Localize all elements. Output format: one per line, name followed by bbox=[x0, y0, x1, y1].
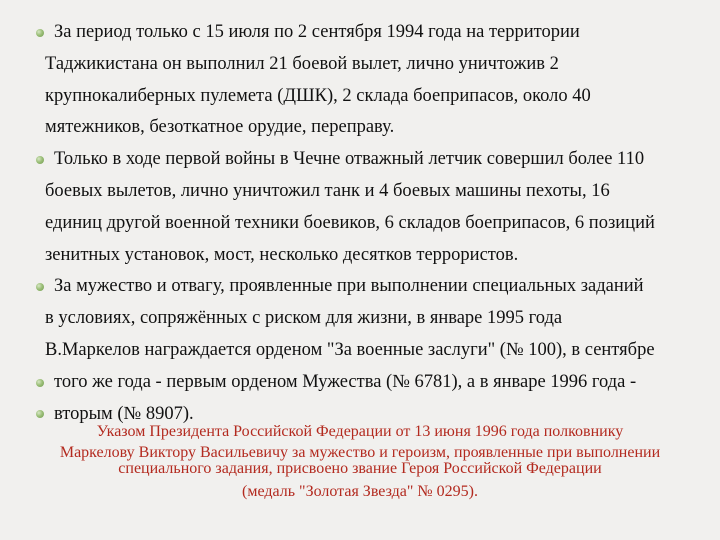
bullet-dot-icon bbox=[36, 410, 44, 418]
paragraph-line: За период только с 15 июля по 2 сентября 1994 года на территории bbox=[54, 22, 580, 42]
paragraph-line: единиц другой военной техники боевиков, 6 складов боеприпасов, 6 позиций bbox=[45, 212, 655, 233]
decree-text bbox=[0, 420, 720, 505]
paragraph-line: зенитных установок, мост, несколько десятков террористов. bbox=[45, 244, 519, 265]
bullet-dot-icon bbox=[36, 156, 44, 164]
paragraph-line: Только в ходе первой войны в Чечне отважный летчик совершил более 110 bbox=[54, 149, 645, 170]
list-item bbox=[40, 367, 715, 399]
decree-line: специального задания, присвоено звание Героя Российской Федерации bbox=[118, 460, 602, 477]
list-item bbox=[40, 17, 715, 49]
paragraph-line: того же года - первым орденом Мужества (№ 6781), а в январе 1996 года - bbox=[54, 371, 637, 392]
paragraph-line: крупнокалиберных пулемета (ДШК), 2 склада боеприпасов, около 40 bbox=[45, 85, 591, 106]
paragraph-line: боевых вылетов, лично уничтожил танк и 4 боевых машины пехоты, 16 bbox=[45, 180, 610, 201]
decree-line: Указом Президента Российской Федерации от 13 июня 1996 года полковнику bbox=[96, 423, 624, 440]
bullet-list bbox=[40, 0, 715, 430]
paragraph-line: в условиях, сопряжённых с риском для жизни, в январе 1995 года bbox=[45, 308, 563, 329]
list-item bbox=[40, 144, 715, 176]
paragraph-line-row bbox=[40, 303, 715, 335]
decree-line: Маркелову Виктору Васильевичу за мужество и героизм, проявленные при выполнении bbox=[59, 444, 661, 461]
paragraph-line-row bbox=[40, 335, 715, 367]
decree-line: (медаль "Золотая Звезда" № 0295). bbox=[242, 483, 478, 500]
bullet-dot-icon bbox=[36, 29, 44, 37]
paragraph-line-row bbox=[40, 208, 715, 240]
paragraph-line: В.Маркелов награждается орденом "За военные заслуги" (№ 100), в сентябре bbox=[45, 339, 655, 360]
paragraph-line-row bbox=[40, 240, 715, 272]
paragraph-line-row bbox=[40, 81, 715, 113]
paragraph-line-row bbox=[40, 49, 715, 81]
paragraph-line: Таджикистана он выполнил 21 боевой вылет, лично уничтожив 2 bbox=[45, 53, 559, 74]
paragraph-line: мятежников, безоткатное орудие, переправу. bbox=[45, 117, 395, 138]
paragraph-line-row bbox=[40, 176, 715, 208]
paragraph-line-row bbox=[40, 112, 715, 144]
list-item bbox=[40, 271, 715, 303]
bullet-dot-icon bbox=[36, 379, 44, 387]
paragraph-line: вторым (№ 8907). bbox=[54, 403, 194, 424]
paragraph-line: За мужество и отвагу, проявленные при выполнении специальных заданий bbox=[54, 276, 644, 297]
bullet-dot-icon bbox=[36, 283, 44, 291]
